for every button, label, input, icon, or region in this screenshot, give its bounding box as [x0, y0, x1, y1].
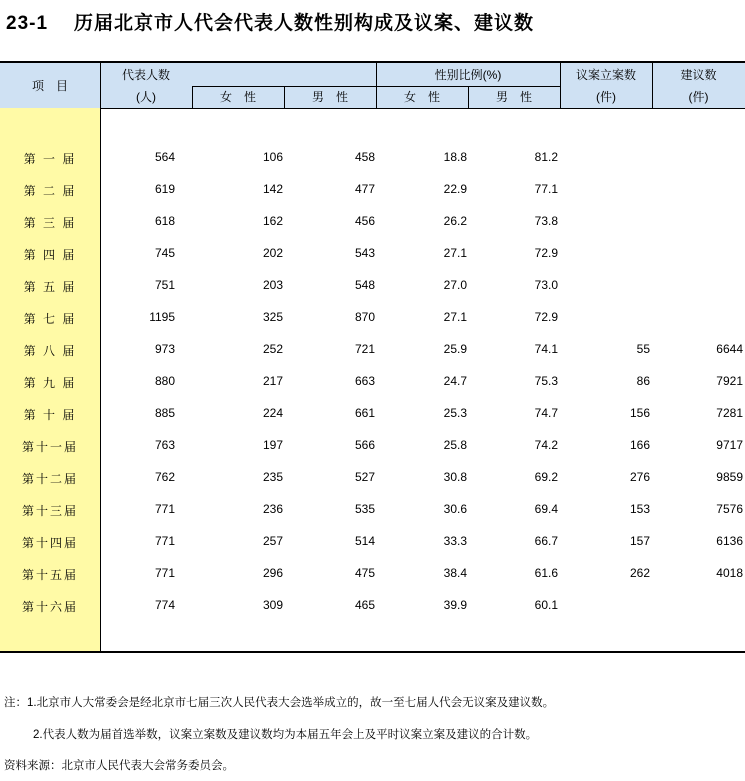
cell-male: 535: [354, 502, 375, 516]
table-row: [0, 502, 745, 534]
cell-female: 217: [262, 374, 283, 388]
cell-female: 162: [262, 214, 283, 228]
cell-female: 235: [262, 470, 283, 484]
header-ratio-female: 女 性: [403, 90, 440, 104]
table-row: [0, 374, 745, 406]
row-label: 第十五届: [21, 568, 78, 582]
cell-female: 197: [262, 438, 283, 452]
cell-female: 224: [262, 406, 283, 420]
row-label: 第 四 届: [23, 248, 77, 262]
cell-female: 252: [262, 342, 283, 356]
row-label: 第 二 届: [23, 184, 77, 198]
cell-motions: 153: [629, 502, 650, 516]
cell-suggestions: 6136: [716, 534, 743, 548]
cell-suggestions: 7921: [716, 374, 743, 388]
cell-female: 325: [262, 310, 283, 324]
cell-male: 514: [354, 534, 375, 548]
header-ratio: 性别比例(%): [434, 68, 502, 82]
table-number: 23-1: [6, 13, 49, 34]
row-label: 第 十 届: [23, 408, 77, 422]
cell-male-pct: 75.3: [534, 374, 558, 388]
cell-male: 661: [354, 406, 375, 420]
cell-female-pct: 25.3: [443, 406, 467, 420]
table-row: [0, 278, 745, 310]
cell-female-pct: 18.8: [443, 150, 467, 164]
cell-male: 475: [354, 566, 375, 580]
header-item: 项 目: [31, 79, 68, 93]
cell-suggestions: 9859: [716, 470, 743, 484]
cell-male: 458: [354, 150, 375, 164]
cell-total: 1195: [149, 310, 175, 324]
cell-female: 142: [262, 182, 283, 196]
row-label: 第 七 届: [23, 312, 77, 326]
cell-male-pct: 60.1: [534, 598, 558, 612]
cell-female: 106: [262, 150, 283, 164]
header-delegates-unit: (人): [136, 90, 156, 104]
header-bottom-rule: [0, 108, 745, 109]
cell-total: 763: [154, 438, 175, 452]
table-row: [0, 310, 745, 342]
row-label: 第 三 届: [23, 216, 77, 230]
cell-male: 548: [354, 278, 375, 292]
cell-total: 771: [154, 502, 175, 516]
row-label: 第 五 届: [23, 280, 77, 294]
row-label: 第十二届: [21, 472, 78, 486]
cell-female-pct: 26.2: [443, 214, 467, 228]
cell-motions: 166: [629, 438, 650, 452]
cell-female-pct: 27.1: [443, 246, 467, 260]
cell-male-pct: 72.9: [534, 310, 558, 324]
table-row: [0, 214, 745, 246]
table-title: [6, 8, 534, 35]
cell-total: 771: [154, 566, 175, 580]
cell-total: 618: [154, 214, 175, 228]
row-label: 第十三届: [21, 504, 78, 518]
cell-male-pct: 69.4: [534, 502, 558, 516]
cell-total: 745: [154, 246, 175, 260]
header-motions: 议案立案数: [575, 68, 636, 82]
header-motions-unit: (件): [596, 90, 616, 104]
cell-female: 236: [262, 502, 283, 516]
table-row: [0, 246, 745, 278]
cell-male-pct: 74.1: [534, 342, 558, 356]
note-1: 注：1.北京市人大常委会是经北京市七届三次人民代表大会选举成立的，故一至七届人代会无议案及建议数。: [4, 697, 555, 709]
cell-female: 257: [262, 534, 283, 548]
cell-female-pct: 38.4: [443, 566, 467, 580]
header-suggestions-unit: (件): [688, 90, 709, 104]
cell-total: 880: [154, 374, 175, 388]
cell-male: 566: [354, 438, 375, 452]
header-female: 女 性: [219, 90, 256, 104]
cell-female-pct: 33.3: [443, 534, 467, 548]
cell-female-pct: 24.7: [443, 374, 467, 388]
row-label: 第十一届: [21, 440, 78, 454]
cell-suggestions: 7576: [716, 502, 743, 516]
cell-female-pct: 30.8: [443, 470, 467, 484]
cell-male-pct: 73.8: [534, 214, 558, 228]
cell-male: 663: [354, 374, 375, 388]
cell-total: 885: [154, 406, 175, 420]
table-row: [0, 182, 745, 214]
cell-female-pct: 25.8: [443, 438, 467, 452]
bottom-rule: [0, 651, 745, 653]
cell-female: 203: [262, 278, 283, 292]
cell-total: 751: [154, 278, 175, 292]
header-ratio-male: 男 性: [495, 90, 532, 104]
row-label: 第 一 届: [23, 152, 77, 166]
cell-male: 543: [354, 246, 375, 260]
cell-suggestions: 7281: [716, 406, 743, 420]
cell-male-pct: 61.6: [534, 566, 558, 580]
cell-male-pct: 69.2: [534, 470, 558, 484]
cell-male-pct: 66.7: [534, 534, 558, 548]
table-header: [0, 63, 745, 108]
cell-motions: 156: [629, 406, 650, 420]
header-delegates: 代表人数: [121, 68, 170, 82]
cell-total: 762: [154, 470, 175, 484]
cell-female-pct: 25.9: [443, 342, 467, 356]
cell-female: 309: [262, 598, 283, 612]
cell-total: 619: [154, 182, 175, 196]
cell-female: 202: [262, 246, 283, 260]
cell-male-pct: 74.7: [534, 406, 558, 420]
table-row: [0, 534, 745, 566]
cell-male-pct: 77.1: [534, 182, 558, 196]
cell-total: 774: [154, 598, 175, 612]
header-suggestions: 建议数: [680, 68, 717, 82]
row-label: 第十六届: [21, 600, 78, 614]
cell-motions: 276: [629, 470, 650, 484]
cell-male-pct: 72.9: [534, 246, 558, 260]
row-label: 第十四届: [21, 536, 78, 550]
cell-male: 465: [354, 598, 375, 612]
cell-female-pct: 39.9: [443, 598, 467, 612]
cell-female-pct: 27.0: [443, 278, 467, 292]
table-row: [0, 470, 745, 502]
row-label: 第 八 届: [23, 344, 77, 358]
cell-male: 721: [354, 342, 375, 356]
table-title-text: 历届北京市人代会代表人数性别构成及议案、建议数: [74, 13, 535, 34]
row-label: 第 九 届: [23, 376, 77, 390]
note-2: 2.代表人数为届首选举数，议案立案数及建议数均为本届五年会上及平时议案立案及建议的合计数。: [33, 729, 538, 741]
cell-total: 771: [154, 534, 175, 548]
table-row: [0, 598, 745, 630]
cell-total: 973: [154, 342, 175, 356]
cell-male: 477: [354, 182, 375, 196]
table-row: [0, 342, 745, 374]
cell-suggestions: 4018: [716, 566, 743, 580]
cell-female-pct: 27.1: [443, 310, 467, 324]
cell-female-pct: 22.9: [443, 182, 467, 196]
cell-motions: 86: [636, 374, 650, 388]
cell-female: 296: [262, 566, 283, 580]
cell-female-pct: 30.6: [443, 502, 467, 516]
cell-total: 564: [154, 150, 175, 164]
cell-male-pct: 81.2: [534, 150, 558, 164]
cell-male-pct: 73.0: [534, 278, 558, 292]
table-row: [0, 150, 745, 182]
cell-male: 870: [354, 310, 375, 324]
header-male: 男 性: [311, 90, 348, 104]
cell-male: 527: [354, 470, 375, 484]
cell-male: 456: [354, 214, 375, 228]
cell-motions: 262: [629, 566, 650, 580]
cell-motions: 157: [629, 534, 650, 548]
table-row: [0, 406, 745, 438]
cell-motions: 55: [636, 342, 650, 356]
table-row: [0, 566, 745, 598]
cell-suggestions: 6644: [716, 342, 743, 356]
data-source: 资料来源：北京市人民代表大会常务委员会。: [4, 760, 234, 772]
cell-suggestions: 9717: [716, 438, 743, 452]
cell-male-pct: 74.2: [534, 438, 558, 452]
table-row: [0, 438, 745, 470]
